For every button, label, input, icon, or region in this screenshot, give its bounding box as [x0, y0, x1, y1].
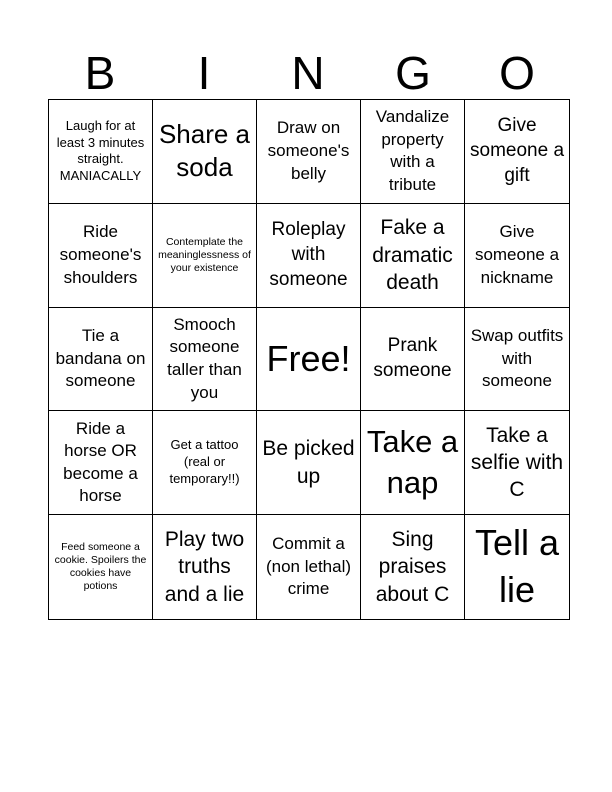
bingo-cell-o2[interactable]	[465, 204, 569, 308]
cell-text: Vandalize property with a tribute	[375, 107, 450, 194]
cell-text: Laugh for at least 3 minutes straight. MANIACALLY	[56, 117, 145, 184]
bingo-cell-i4[interactable]	[153, 411, 257, 515]
bingo-cell-free[interactable]	[257, 308, 361, 412]
bingo-cell-b3[interactable]	[49, 308, 153, 412]
cell-text: Play two truths and a lie	[164, 528, 245, 606]
bingo-cell-n1[interactable]	[257, 100, 361, 204]
header-letter-i: I	[197, 47, 211, 99]
cell-text: Commit a (non lethal) crime	[265, 534, 352, 599]
cell-text: Smooch someone taller than you	[167, 314, 242, 402]
bingo-cell-i5[interactable]	[153, 515, 257, 619]
bingo-cell-g3[interactable]	[361, 308, 465, 412]
cell-text: Take a nap	[366, 424, 459, 500]
bingo-cell-g1[interactable]	[361, 100, 465, 204]
cell-text: Swap outfits with someone	[470, 326, 564, 391]
bingo-cell-i1[interactable]	[153, 100, 257, 204]
bingo-cell-n5[interactable]	[257, 515, 361, 619]
cell-text: Roleplay with someone	[269, 219, 348, 290]
cell-text: Tie a bandana on someone	[55, 326, 146, 391]
cell-text: Prank someone	[373, 335, 452, 381]
bingo-header	[48, 48, 570, 98]
cell-text: Be picked up	[262, 437, 355, 488]
bingo-cell-n2[interactable]	[257, 204, 361, 308]
bingo-grid	[48, 99, 570, 620]
bingo-cell-o5[interactable]	[465, 515, 569, 619]
header-letter-o: O	[499, 47, 535, 99]
cell-text: Sing praises about C	[375, 528, 450, 606]
bingo-cell-b4[interactable]	[49, 411, 153, 515]
cell-text: Take a selfie with C	[470, 423, 564, 502]
bingo-cell-i2[interactable]	[153, 204, 257, 308]
bingo-cell-g5[interactable]	[361, 515, 465, 619]
header-letter-g: G	[395, 47, 431, 99]
bingo-cell-o1[interactable]	[465, 100, 569, 204]
bingo-cell-g4[interactable]	[361, 411, 465, 515]
bingo-cell-g2[interactable]	[361, 204, 465, 308]
cell-text: Contemplate the meaninglessness of your existence	[158, 235, 251, 274]
cell-text: Give someone a gift	[470, 115, 565, 186]
bingo-cell-i3[interactable]	[153, 308, 257, 412]
header-letter-b: B	[84, 47, 116, 99]
cell-text: Ride a horse OR become a horse	[63, 418, 138, 506]
cell-text: Share a soda	[158, 118, 251, 183]
bingo-cell-o3[interactable]	[465, 308, 569, 412]
cell-text: Get a tattoo (real or temporary!!)	[169, 437, 240, 487]
cell-text: Ride someone's shoulders	[59, 222, 142, 287]
cell-text: Tell a lie	[474, 522, 560, 611]
header-letter-n: N	[291, 47, 325, 99]
bingo-cell-b2[interactable]	[49, 204, 153, 308]
cell-text: Free!	[266, 338, 351, 380]
cell-text: Draw on someone's belly	[267, 118, 350, 183]
cell-text: Fake a dramatic death	[372, 216, 453, 294]
bingo-cell-n4[interactable]	[257, 411, 361, 515]
bingo-cell-b5[interactable]	[49, 515, 153, 619]
bingo-cell-b1[interactable]	[49, 100, 153, 204]
cell-text: Feed someone a cookie. Spoilers the cookies have potions	[54, 540, 147, 593]
bingo-cell-o4[interactable]	[465, 411, 569, 515]
cell-text: Give someone a nickname	[474, 222, 560, 287]
